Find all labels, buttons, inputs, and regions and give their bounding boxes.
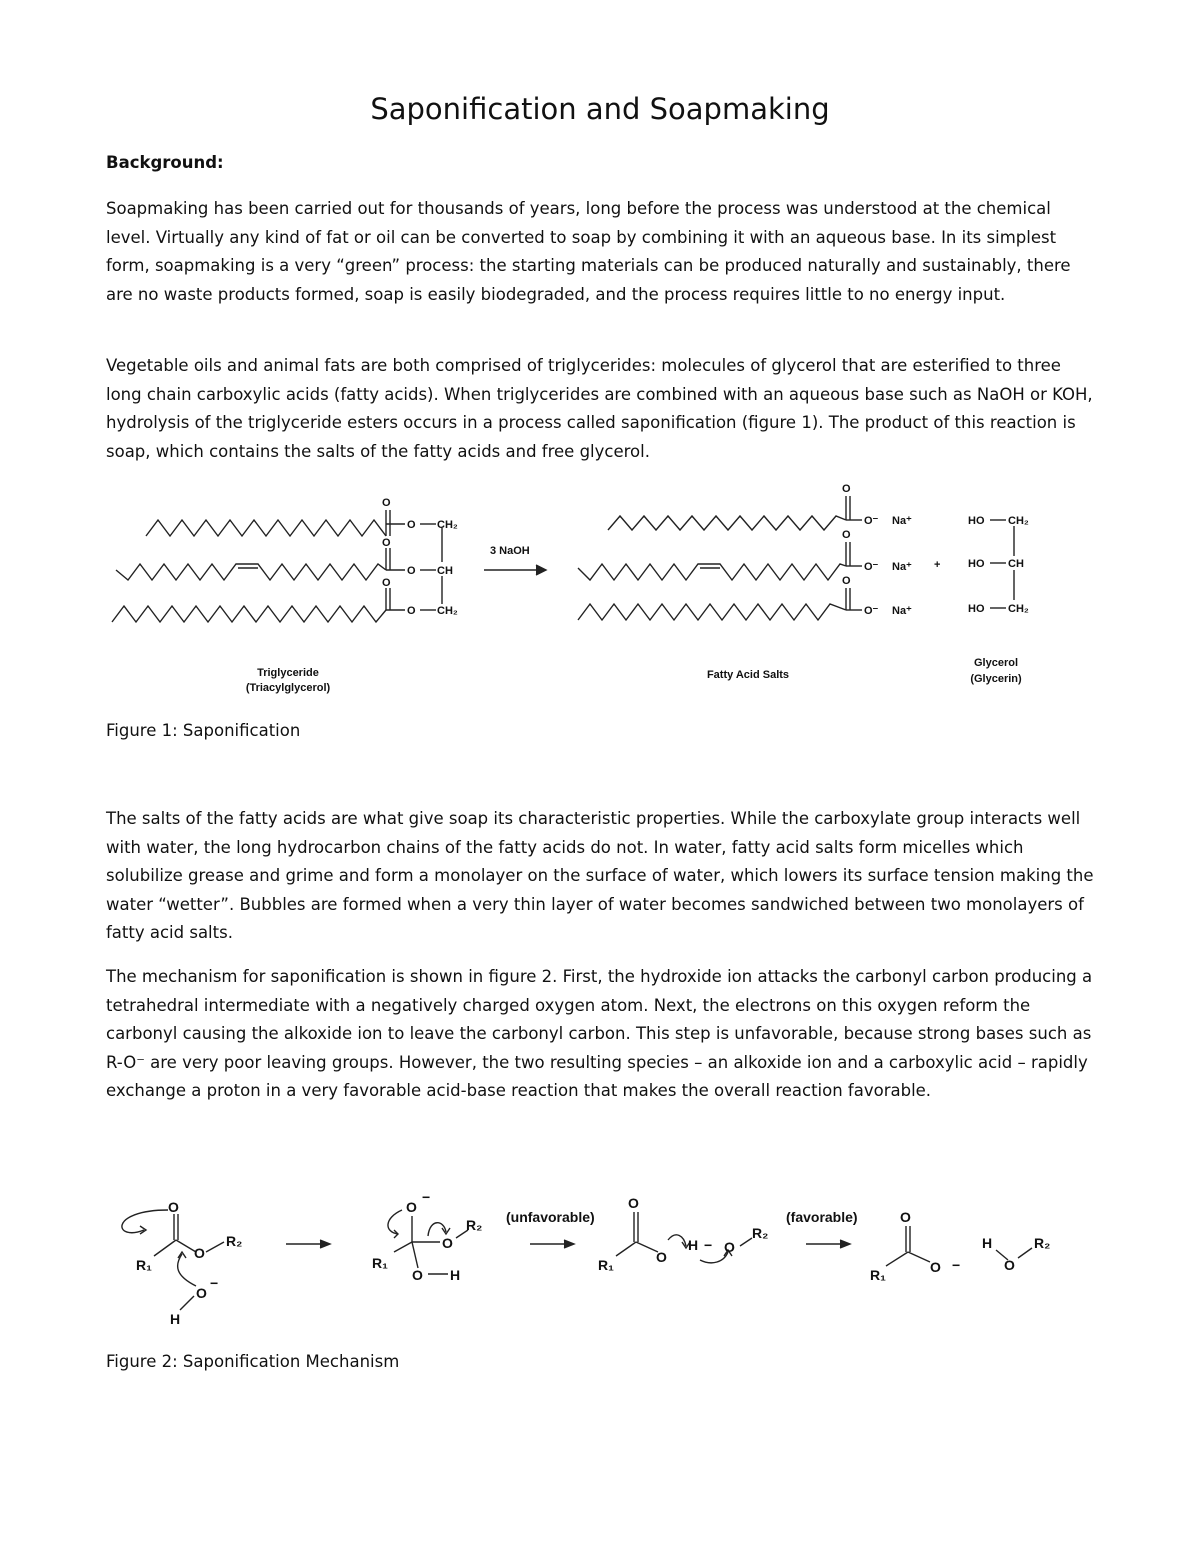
glycerol-ho-2: HO bbox=[968, 558, 985, 570]
triglyceride-label-line1: Triglyceride bbox=[257, 667, 319, 679]
mech-alcohol-h: H bbox=[982, 1235, 993, 1251]
salt-o-minus-1: O⁻ bbox=[864, 515, 879, 527]
mech-ester-o-2: O bbox=[442, 1235, 453, 1251]
background-heading: Background: bbox=[106, 153, 224, 172]
glycerol-ch: CH bbox=[1008, 558, 1024, 570]
tg-ch-middle: CH bbox=[437, 565, 453, 577]
glycerol-ch2-bottom: CH₂ bbox=[1008, 603, 1029, 615]
mech-carboxylate-o-top: O bbox=[900, 1209, 911, 1225]
paragraph-salts: The salts of the fatty acids are what give soap its characteristic properties. While the carboxylate group interacts well with water, the long hydrocarbon chains of the fatty acids do not. In water, fatty acid salts form micelles which solubilize grease and grime and form a monolayer on the surface of water, which lowers its surface tension making the water “wetter”. Bubbles are formed when a very thin layer of water becomes sandwiched between two monolayers of fatty acid salts. bbox=[106, 809, 1094, 943]
mech-carboxylate-o-bottom: O bbox=[930, 1259, 941, 1275]
mech-r1-1: R₁ bbox=[136, 1257, 152, 1273]
paragraph-intro: Soapmaking has been carried out for thousands of years, long before the process was understood at the chemical level. Virtually any kind of fat or oil can be converted to soap by combining it with an aqueous base. In its simplest form, soapmaking is a very “green” process: the starting materials can be produced naturally and sustainably, there are no waste products formed, soap is easily biodegraded, and the process requires little to no energy input. bbox=[106, 199, 1071, 304]
mech-carbonyl-o-3: O bbox=[628, 1195, 639, 1211]
mech-alkoxide-charge-3: − bbox=[704, 1237, 713, 1253]
tg-ester-o-3: O bbox=[407, 605, 416, 617]
mech-r2-4: R₂ bbox=[1034, 1235, 1051, 1251]
mech-r1-2: R₁ bbox=[372, 1255, 388, 1271]
salt-o-minus-3: O⁻ bbox=[864, 605, 879, 617]
tg-carbonyl-o-3: O bbox=[382, 577, 391, 589]
mech-r2-2: R₂ bbox=[466, 1217, 483, 1233]
mech-alkoxide-o-3: O bbox=[724, 1239, 735, 1255]
fatty-acid-salts-label: Fatty Acid Salts bbox=[706, 669, 790, 681]
sodium-ion-2: Na⁺ bbox=[892, 561, 912, 573]
mech-hydroxide-h: H bbox=[170, 1311, 181, 1327]
mech-alcohol-o: O bbox=[1004, 1257, 1015, 1273]
tg-carbonyl-o-1: O bbox=[382, 497, 391, 509]
sodium-ion-3: Na⁺ bbox=[892, 605, 912, 617]
triglyceride-chain-1 bbox=[146, 520, 386, 536]
favorable-label: (favorable) bbox=[786, 1209, 858, 1225]
tg-carbonyl-o-2: O bbox=[382, 537, 391, 549]
mech-r2-3: R₂ bbox=[752, 1225, 769, 1241]
glycerol-ho-1: HO bbox=[968, 515, 985, 527]
mech-r2-1: R₂ bbox=[226, 1233, 243, 1249]
figure-1-saponification bbox=[0, 480, 1200, 710]
glycerol-label-line2: (Glycerin) bbox=[970, 673, 1022, 685]
reagent-label: 3 NaOH bbox=[490, 545, 530, 557]
tg-ester-o-1: O bbox=[407, 519, 416, 531]
page-title: Saponification and Soapmaking bbox=[370, 92, 830, 126]
glycerol-ch2-top: CH₂ bbox=[1008, 515, 1029, 527]
tg-ester-o-2: O bbox=[407, 565, 416, 577]
mech-hydroxide-charge: − bbox=[210, 1275, 219, 1291]
figure-1-caption: Figure 1: Saponification bbox=[106, 721, 301, 740]
plus-sign: + bbox=[934, 559, 941, 571]
figure-2-caption: Figure 2: Saponification Mechanism bbox=[106, 1352, 400, 1371]
mech-r1-3: R₁ bbox=[598, 1257, 614, 1273]
figure-2-mechanism bbox=[0, 1190, 1200, 1340]
glycerol-ho-3: HO bbox=[968, 603, 985, 615]
mech-hydroxyl-o-2: O bbox=[412, 1267, 423, 1283]
mech-alkoxide-o-2: O bbox=[406, 1199, 417, 1215]
mech-acid-o-3: O bbox=[656, 1249, 667, 1265]
salt-carbonyl-o-3: O bbox=[842, 575, 851, 587]
mech-carbonyl-o-1: O bbox=[168, 1199, 179, 1215]
tg-ch2-bottom: CH₂ bbox=[437, 605, 458, 617]
triglyceride-chain-3 bbox=[112, 606, 386, 622]
mech-hydroxide-o: O bbox=[196, 1285, 207, 1301]
tg-ch2-top: CH₂ bbox=[437, 519, 458, 531]
paragraph-triglycerides: Vegetable oils and animal fats are both comprised of triglycerides: molecules of glycerol that are esterified to three long chain carboxylic acids (fatty acids). When triglycerides are combined with an aqueous base such as NaOH or KOH, hydrolysis of the triglyceride esters occurs in a process called saponification (figure 1). The product of this reaction is soap, which contains the salts of the fatty acids and free glycerol. bbox=[106, 356, 1093, 461]
mech-alkoxide-charge-2: − bbox=[422, 1189, 431, 1205]
mech-carboxylate-charge: − bbox=[952, 1257, 961, 1273]
glycerol-label-line1: Glycerol bbox=[973, 657, 1019, 669]
triglyceride-label-line2: (Triacylglycerol) bbox=[245, 682, 331, 694]
salt-carbonyl-o-1: O bbox=[842, 483, 851, 495]
salt-chain-3 bbox=[578, 604, 846, 620]
salt-chain-1 bbox=[608, 516, 846, 530]
paragraph-mechanism: The mechanism for saponification is shown in figure 2. First, the hydroxide ion attacks the carbonyl carbon producing a tetrahedral intermediate with a negatively charged oxygen atom. Next, the electrons on this oxygen reform the carbonyl causing the alkoxide ion to leave the carbonyl carbon. This step is unfavorable, because strong bases such as R-O⁻ are very poor leaving groups. However, the two resulting species – an alkoxide ion and a carboxylic acid – rapidly exchange a proton in a very favorable acid-base reaction that makes the overall reaction favorable. bbox=[106, 967, 1093, 1101]
salt-carbonyl-o-2: O bbox=[842, 529, 851, 541]
unfavorable-label: (unfavorable) bbox=[506, 1209, 595, 1225]
mech-ester-o-1: O bbox=[194, 1245, 205, 1261]
mech-r1-4: R₁ bbox=[870, 1267, 886, 1283]
sodium-ion-1: Na⁺ bbox=[892, 515, 912, 527]
mech-hydroxyl-h-2: H bbox=[450, 1267, 461, 1283]
salt-o-minus-2: O⁻ bbox=[864, 561, 879, 573]
triglyceride-chain-2 bbox=[116, 564, 386, 580]
mech-acid-h-3: H bbox=[688, 1237, 699, 1253]
salt-chain-2 bbox=[578, 564, 846, 580]
